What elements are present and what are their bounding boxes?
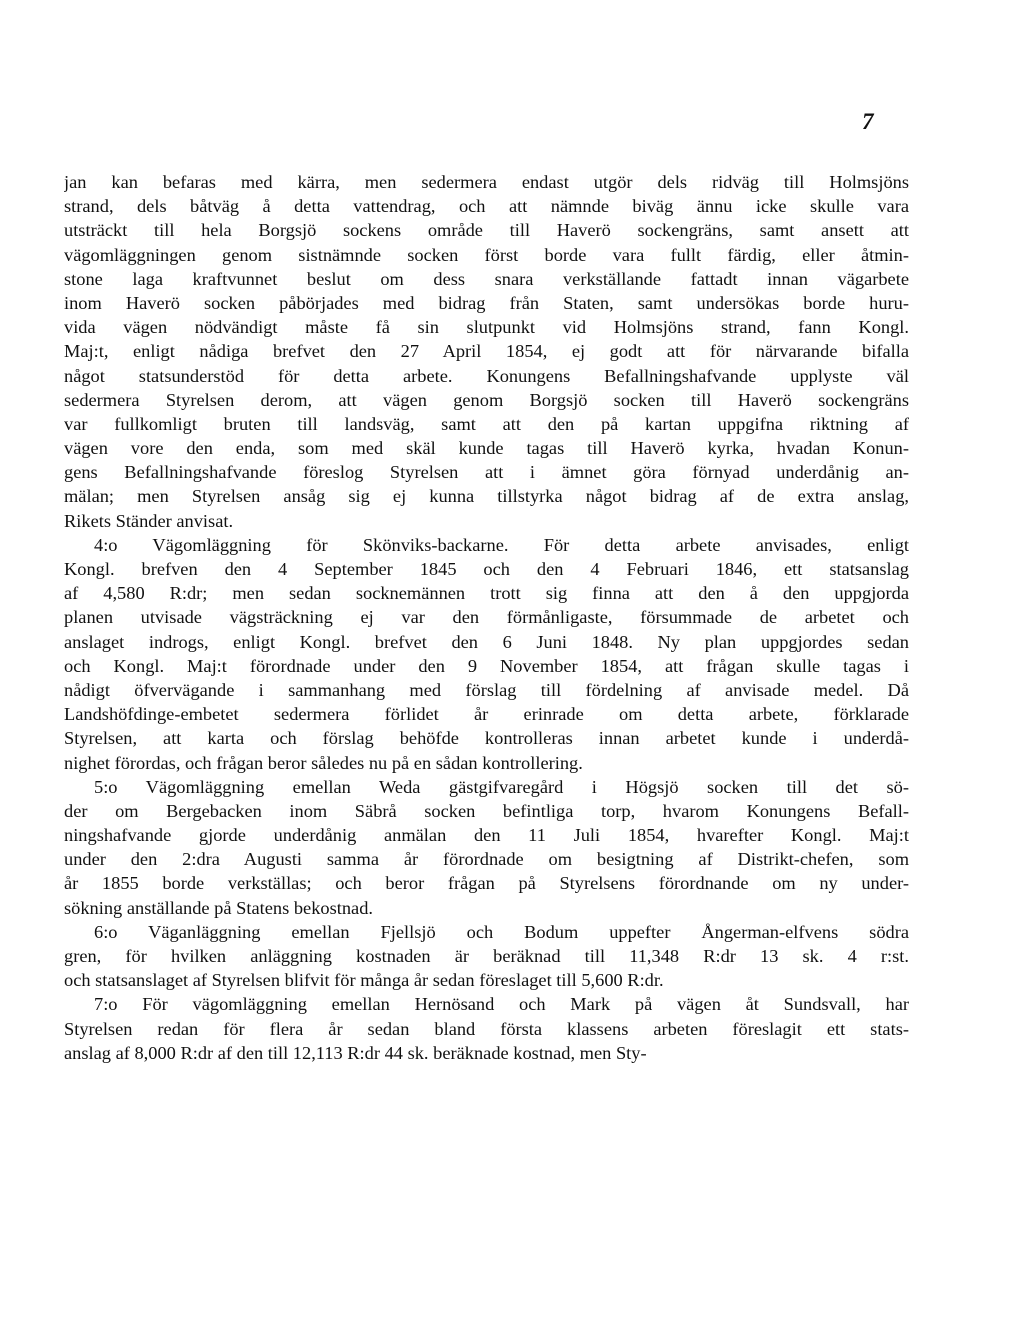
text-line: planen utvisade vägsträckning ej var den förmånligaste, försummade de arbetet och	[64, 607, 909, 628]
text-line: ningshafvande gjorde underdånig anmälan den 11 Juli 1854, hvarefter Kongl. Maj:t	[64, 825, 909, 846]
text-line: 4:o Vägomläggning för Skönviks-backarne. För detta arbete anvisades, enligt	[94, 534, 909, 555]
text-line: sökning anställande på Statens bekostnad.	[64, 897, 374, 918]
text-line: strand, dels båtväg å detta vattendrag, och att nämnde biväg ännu icke skulle vara	[64, 196, 909, 217]
text-line: mälan; men Styrelsen ansåg sig ej kunna tillstyrka något bidrag af de extra anslag,	[64, 486, 909, 507]
text-line: Styrelsen redan för flera år sedan bland första klassens arbeten föreslagit ett stats-	[64, 1018, 909, 1039]
text-line: stone laga kraftvunnet beslut om dess snara verkställande fattadt innan vägarbete	[64, 268, 909, 289]
text-line: under den 2:dra Augusti samma år förordnade om besigtning af Distrikt-chefen, som	[64, 849, 909, 870]
text-line: anslaget indrogs, enligt Kongl. brefvet den 6 Juni 1848. Ny plan uppgjordes sedan	[64, 631, 909, 652]
text-line: der om Bergebacken inom Säbrå socken befintliga torp, hvarom Konungens Befall-	[64, 800, 909, 821]
text-line: nådigt öfvervägande i sammanhang med förslag till fördelning af anvisade medel. Då	[64, 679, 909, 700]
text-line: och statsanslaget af Styrelsen blifvit för många år sedan föreslaget till 5,600 R:dr.	[64, 970, 664, 991]
text-line: Styrelsen, att karta och förslag behöfde kontrolleras innan arbetet kunde i underdå-	[64, 728, 909, 749]
text-line: vida vägen nödvändigt måste få sin slutpunkt vid Holmsjöns strand, fann Kongl.	[64, 317, 909, 338]
text-line: vägen vore den enda, som med skäl kunde tagas till Haverö kyrka, hvadan Konun-	[64, 438, 909, 459]
text-line: Kongl. brefven den 4 September 1845 och den 4 Februari 1846, ett statsanslag	[64, 559, 909, 579]
text-line: år 1855 borde verkställas; och beror frågan på Styrelsens förordnande om ny under-	[64, 873, 909, 894]
text-line: Rikets Ständer anvisat.	[64, 510, 234, 531]
text-line: och Kongl. Maj:t förordnade under den 9 November 1854, att frågan skulle tagas i	[64, 655, 909, 676]
text-line: 6:o Väganläggning emellan Fjellsjö och Bodum uppefter Ångerman-elfvens södra	[94, 921, 909, 942]
body-text	[64, 170, 909, 1065]
text-line: af 4,580 R:dr; men sedan socknemännen trott sig finna att den å den uppgjorda	[64, 583, 909, 604]
text-line: inom Haverö socken påbörjades med bidrag från Staten, samt undersökas borde huru-	[64, 292, 909, 313]
text-line: var fullkomligt bruten till landsväg, samt att den på kartan uppgifna riktning af	[64, 413, 909, 434]
text-line: gren, för hvilken anläggning kostnaden är beräknad till 11,348 R:dr 13 sk. 4 r:st.	[64, 946, 909, 966]
text-line: gens Befallningshafvande föreslog Styrelsen att i ämnet göra förnyad underdånig an-	[64, 462, 909, 483]
text-line: nighet förordas, och frågan beror således nu på en sådan kontrollering.	[64, 752, 583, 773]
text-line: utsträckt till hela Borgsjö sockens område till Haverö sockengräns, samt ansett att	[64, 220, 909, 241]
text-line: 5:o Vägomläggning emellan Weda gästgifvaregård i Högsjö socken till det sö-	[94, 776, 909, 797]
text-line: jan kan befaras med kärra, men sedermera endast utgör dels ridväg till Holmsjöns	[64, 172, 909, 192]
text-line: 7:o För vägomläggning emellan Hernösand och Mark på vägen åt Sundsvall, har	[94, 994, 909, 1015]
page-number: 7	[862, 109, 874, 134]
text-line: vägomläggningen genom sistnämnde socken först borde vara fullt färdig, eller åtmin-	[64, 244, 909, 265]
text-line: Landshöfdinge-embetet sedermera förlidet år erinrade om detta arbete, förklarade	[64, 704, 909, 725]
text-line: något statsunderstöd för detta arbete. Konungens Befallningshafvande upplyste väl	[64, 365, 909, 386]
text-line: Maj:t, enligt nådiga brefvet den 27 April 1854, ej godt att för närvarande bifalla	[64, 341, 909, 362]
text-line: sedermera Styrelsen derom, att vägen genom Borgsjö socken till Haverö sockengräns	[64, 389, 909, 410]
text-line: anslag af 8,000 R:dr af den till 12,113 R:dr 44 sk. beräknade kostnad, men Sty-	[64, 1042, 647, 1063]
